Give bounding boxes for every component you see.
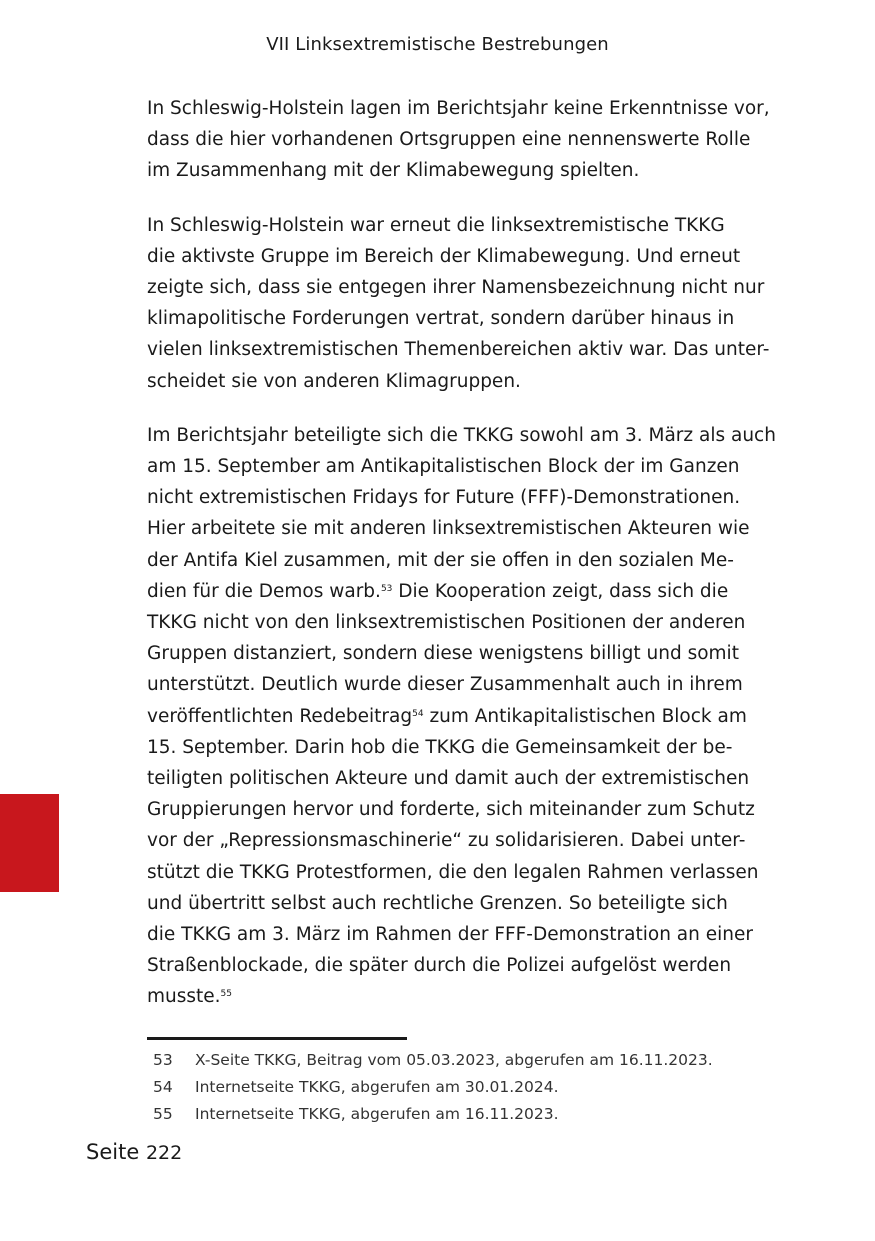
footnote-text: Internetseite TKKG, abgerufen am 30.01.2024.	[195, 1078, 559, 1096]
footnote-ref-54[interactable]: 54	[412, 708, 424, 719]
running-header: VII Linksextremistische Bestrebungen	[266, 34, 609, 55]
text-line	[147, 576, 787, 607]
text-segment: veröffentlichten Redebeitrag	[147, 705, 413, 727]
text-line: dass die hier vorhandenen Ortsgruppen eine nennenswerte Rolle	[147, 129, 751, 151]
text-line: im Zusammenhang mit der Klimabewegung spielten.	[147, 160, 640, 182]
text-line: stützt die TKKG Protestformen, die den legalen Rahmen verlassen	[147, 861, 759, 883]
text-line: Hier arbeitete sie mit anderen linksextremistischen Akteuren wie	[147, 518, 750, 540]
text-line: TKKG nicht von den linksextremistischen Positionen der anderen	[147, 612, 746, 634]
text-line: scheidet sie von anderen Klimagruppen.	[147, 370, 521, 392]
text-line: nicht extremistischen Fridays for Future (FFF)-Demonstrationen.	[147, 487, 741, 509]
body-text	[147, 93, 787, 1036]
text-segment: zum Antikapitalistischen Block am	[423, 705, 747, 727]
text-line: teiligten politischen Akteure und damit auch der extremistischen	[147, 768, 750, 790]
footnote-ref-53[interactable]: 53	[380, 583, 393, 594]
text-line: vielen linksextremistischen Themenbereichen aktiv war. Das unter-	[147, 339, 770, 361]
text-line: die aktivste Gruppe im Bereich der Klimabewegung. Und erneut	[147, 245, 741, 267]
text-line: unterstützt. Deutlich wurde dieser Zusammenhalt auch in ihrem	[147, 674, 743, 696]
text-line: Im Berichtsjahr beteiligte sich die TKKG sowohl am 3. März als auch	[147, 424, 776, 446]
text-line: vor der „Repressionsmaschinerie“ zu solidarisieren. Dabei unter-	[147, 830, 746, 852]
paragraph-3	[147, 420, 787, 1013]
text-line: der Antifa Kiel zusammen, mit der sie offen in den sozialen Me-	[147, 549, 734, 571]
footnote-text: X-Seite TKKG, Beitrag vom 05.03.2023, abgerufen am 16.11.2023.	[195, 1051, 713, 1069]
text-line: die TKKG am 3. März im Rahmen der FFF-Demonstration an einer	[147, 924, 753, 946]
text-segment: dien für die Demos warb.	[147, 580, 381, 602]
text-line: Straßenblockade, die später durch die Polizei aufgelöst werden	[147, 955, 732, 977]
text-line: zeigte sich, dass sie entgegen ihrer Namensbezeichnung nicht nur	[147, 277, 765, 299]
page-label: Seite	[86, 1140, 140, 1164]
footnote-text: Internetseite TKKG, abgerufen am 16.11.2023.	[195, 1105, 559, 1123]
paragraph-2	[147, 210, 787, 397]
text-segment: musste.	[147, 986, 221, 1008]
page-number-value: 222	[145, 1142, 183, 1164]
footnote-54	[153, 1074, 793, 1101]
text-line: und übertritt selbst auch rechtliche Grenzen. So beteiligte sich	[147, 892, 728, 914]
chapter-color-tab	[0, 794, 59, 892]
footnote-number: 55	[153, 1105, 173, 1123]
paragraph-1	[147, 93, 787, 187]
text-line: In Schleswig-Holstein war erneut die linksextremistische TKKG	[147, 214, 725, 236]
text-segment: Die Kooperation zeigt, dass sich die	[392, 580, 729, 602]
footnotes	[153, 1047, 793, 1128]
text-line: Gruppen distanziert, sondern diese wenigstens billigt und somit	[147, 643, 739, 665]
footnote-number: 53	[153, 1051, 173, 1069]
text-line: am 15. September am Antikapitalistischen Block der im Ganzen	[147, 456, 740, 478]
text-line: 15. September. Darin hob die TKKG die Gemeinsamkeit der be-	[147, 736, 733, 758]
text-line: klimapolitische Forderungen vertrat, sondern darüber hinaus in	[147, 308, 735, 330]
text-line: In Schleswig-Holstein lagen im Berichtsjahr keine Erkenntnisse vor,	[147, 98, 770, 119]
text-line	[147, 701, 787, 732]
text-line: Gruppierungen hervor und forderte, sich miteinander zum Schutz	[147, 799, 755, 821]
footnote-53	[153, 1047, 793, 1074]
footnote-55	[153, 1101, 793, 1128]
footnote-number: 54	[153, 1078, 173, 1096]
footnote-divider	[147, 1037, 407, 1040]
page-number	[86, 1140, 182, 1164]
text-line	[147, 981, 787, 1012]
footnote-ref-55[interactable]: 55	[220, 989, 232, 1000]
